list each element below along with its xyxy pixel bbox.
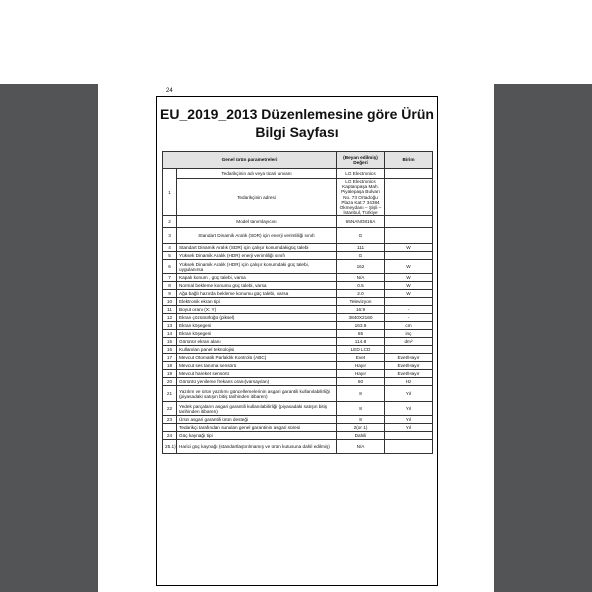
row-parameter: Görüntü yenileme frekans oranı(varsayılan) [177,378,337,386]
left-gray-panel [0,84,98,592]
table-row [163,306,433,314]
row-number: 8 [163,282,177,290]
row-parameter: Ekran köşegeni [177,330,337,338]
table-row [163,346,433,354]
row-parameter: Mevcut hareket sensörü [177,370,337,378]
row-number: 7 [163,274,177,282]
row-value: Hayır [337,362,385,370]
row-unit [385,216,433,228]
row-number: 13 [163,322,177,330]
row-number: 5 [163,252,177,260]
table-row [163,370,433,378]
row-number: 18 [163,362,177,370]
row-unit: Hz [385,378,433,386]
table-row [163,216,433,228]
row-unit: Yıl [385,416,433,424]
row-number: 1 [163,169,177,216]
row-number: 16 [163,346,177,354]
row-parameter: Yedek parçaların asgari garantili kullanılabilirliği (piyasadaki satışın bitiş tarihinden itibaren) [177,402,337,416]
table-row [163,432,433,440]
table-row [163,179,433,216]
table-header-row [163,152,433,169]
table-row [163,402,433,416]
row-value: Evet [337,354,385,362]
right-gray-panel [494,84,592,592]
row-parameter: Elektronik ekran tipi [177,298,337,306]
row-unit: inç [385,330,433,338]
row-parameter: Tedarikçinin adı veya ticari unvanı [177,169,337,179]
row-value: LG Electronics Kaptanpaşa Mah. Piyalepaşa Bulvarı No. 73 Ortadoğu Plaza Kat:7 34384 Okmeydanı – Şişli – İstanbul, Türkiye [337,179,385,216]
table-row [163,290,433,298]
row-value: 162 [337,260,385,274]
row-parameter: Mevcut Otomatik Parlaklık Kontrolü (ABC) [177,354,337,362]
row-unit [385,432,433,440]
row-value: 16:9 [337,306,385,314]
row-unit: W [385,290,433,298]
header-param: Genel ürün parametreleri [163,152,337,169]
row-value: N/A [337,274,385,282]
table-row [163,378,433,386]
page-title: EU_2019_2013 Düzenlemesine göre Ürün Bilgi Sayfası [160,106,434,140]
table-row [163,424,433,432]
row-parameter: Görünür ekran alanı [177,338,337,346]
row-number: 3 [163,228,177,244]
row-number: 25.1) [163,440,177,454]
row-parameter: Ekran çözünürlüğü (piksel) [177,314,337,322]
row-number: 6 [163,260,177,274]
row-unit: - [385,314,433,322]
row-parameter: Tedarikçi tarafından sunulan genel garantinin asgari süresi [177,424,337,432]
row-parameter: Model tanımlayıcısı [177,216,337,228]
row-number: 2 [163,216,177,228]
row-unit [385,252,433,260]
row-parameter: Kapalı konum , güç talebi, varsa [177,274,337,282]
row-unit: - [385,306,433,314]
row-number: 21 [163,386,177,402]
row-unit [385,228,433,244]
row-unit: Yıl [385,402,433,416]
row-parameter: Güç kaynağı tipi [177,432,337,440]
table-row [163,322,433,330]
table-row [163,260,433,274]
row-number: 22 [163,402,177,416]
row-number: 15 [163,338,177,346]
row-unit [385,346,433,354]
row-number: 12 [163,314,177,322]
header-value: (Beyan edilmiş) Değeri [337,152,385,169]
page-number: 24 [166,88,173,94]
row-unit [385,169,433,179]
row-value: 8 [337,386,385,402]
row-parameter: Standart Dinamik Aralık (SDR) için çalışır konumdakigüç talebi [177,244,337,252]
row-value: G [337,228,385,244]
row-value: 8 [337,402,385,416]
table-row [163,244,433,252]
row-unit: Yıl [385,386,433,402]
row-value: LED LCD [337,346,385,354]
table-row [163,330,433,338]
row-parameter: Boyut oranı (X: Y) [177,306,337,314]
row-number: 17 [163,354,177,362]
row-unit: Yıl [385,424,433,432]
table-row [163,338,433,346]
row-value: 65 [337,330,385,338]
row-number [163,424,177,432]
row-number: 19 [163,370,177,378]
row-parameter: Standart Dinamik Aralık (SDR) için enerji verimliliği sınıfı [177,228,337,244]
row-value: G [337,252,385,260]
row-unit: Evet/Hayır [385,354,433,362]
row-parameter: Tedarikçinin adresi [177,179,337,216]
row-parameter: Ağa bağlı hazırda bekleme konumu güç talebi, varsa [177,290,337,298]
table-row [163,354,433,362]
row-unit [385,440,433,454]
row-value: Hayır [337,370,385,378]
row-value: 3840X2160 [337,314,385,322]
row-number: 10 [163,298,177,306]
row-number: 9 [163,290,177,298]
row-value: 2.0 [337,290,385,298]
row-value: 8 [337,416,385,424]
row-value: 114.8 [337,338,385,346]
table-row [163,362,433,370]
row-unit: W [385,274,433,282]
table-row [163,282,433,290]
row-parameter: Kullanılan panel teknolojisi [177,346,337,354]
document-page [156,96,438,586]
table-row [163,314,433,322]
row-parameter: Normal bekleme konumu güç talebi, varsa [177,282,337,290]
table-row [163,386,433,402]
header-unit: Birim [385,152,433,169]
row-parameter: Yüksek Dinamik Aralık (HDR) için çalışır konumdaki güç talebi, uygulanırsa [177,260,337,274]
table-row [163,169,433,179]
row-number: 14 [163,330,177,338]
row-unit: Evet/Hayır [385,370,433,378]
row-unit: W [385,260,433,274]
table-row [163,252,433,260]
table-row [163,440,433,454]
row-value: 60 [337,378,385,386]
row-number: 24 [163,432,177,440]
row-parameter: Mevcut ses tanıma sensörü [177,362,337,370]
row-parameter: Ürün asgari garantili ürün desteği [177,416,337,424]
table-row [163,274,433,282]
row-parameter: Harici güç kaynağı (standartlaştırılmamış ve ürün kutusuna dahil edilmiş) [177,440,337,454]
row-number: 11 [163,306,177,314]
row-value: 2(or 1) [337,424,385,432]
row-value: Televizyon [337,298,385,306]
row-unit [385,179,433,216]
spec-table [162,151,433,454]
row-parameter: Ekran köşegeni [177,322,337,330]
row-parameter: Yüksek Dinamik Aralık (HDR) enerji verimliliği sınıfı [177,252,337,260]
row-value: 65NANO816A [337,216,385,228]
row-unit: W [385,282,433,290]
row-value: Dahili [337,432,385,440]
row-number: 20 [163,378,177,386]
row-unit [385,298,433,306]
row-value: LG Electronics [337,169,385,179]
table-row [163,416,433,424]
row-value: 111 [337,244,385,252]
row-unit: W [385,244,433,252]
table-row [163,228,433,244]
row-unit: Evet/Hayır [385,362,433,370]
row-unit: cm [385,322,433,330]
row-parameter: Yazılım ve ürün yazılımı güncellemelerinin asgari garantili kullanılabilirliği (piyasadaki satışın bitiş tarihinden itibaren) [177,386,337,402]
row-value: N/A [337,440,385,454]
row-number: 4 [163,244,177,252]
row-value: 163.9 [337,322,385,330]
row-value: 0.5 [337,282,385,290]
table-row [163,298,433,306]
row-number: 23 [163,416,177,424]
row-unit: dm² [385,338,433,346]
